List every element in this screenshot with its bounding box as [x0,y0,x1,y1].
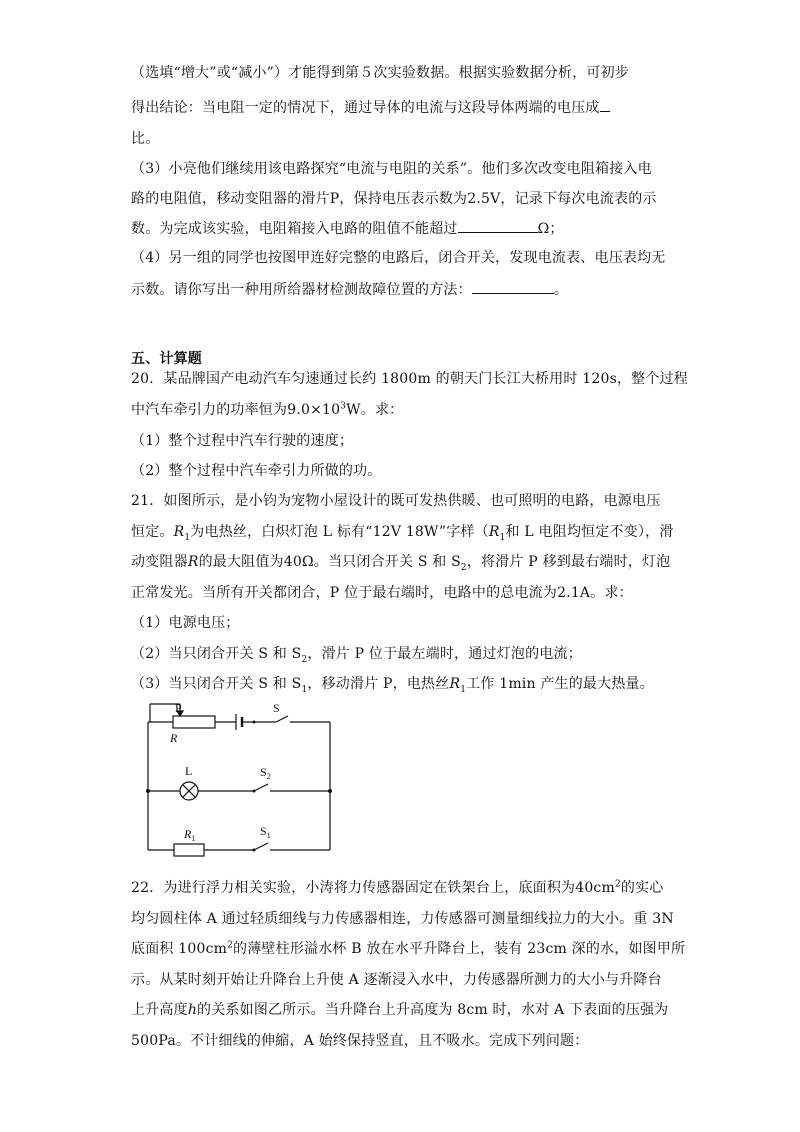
q22-line4: 示。从某时刻开始让升降台上升使 A 逐渐浸入水中，力传感器所测力的大小与升降台 [131,972,662,988]
r-symbol: R [187,554,199,570]
rheostat-symbol [173,716,215,728]
q21-line3b: 的最大阻值为40Ω。当只闭合开关 S 和 S [198,554,461,570]
q21-sub3c: 工作 1min 产生的最大热量。 [466,676,654,692]
q22-line [131,1031,691,1051]
q22-line [131,909,691,929]
q21-sub2b: ，滑片 P 位于最左端时，通过灯泡的电流； [307,646,582,662]
label-s: S [273,701,280,715]
q22-line1b: 的实心 [620,880,664,896]
q21-line2a: 恒定。 [131,524,174,540]
answer-blank[interactable] [458,218,538,233]
switch-s1-blade [254,843,268,850]
circuit-diagram [140,700,340,860]
q19-part3-line [131,159,691,179]
q20-line1: 20．某品牌国产电动汽车匀速通过长约 1800m 的朝天门长江大桥用时 120s，整个过程 [131,371,688,387]
q20-line2a: 中汽车牵引力的功率恒为9.0×10 [131,402,341,418]
q21-sub-question [131,613,691,633]
switch-s-blade [276,716,288,722]
label-r: R [170,731,178,745]
q22-line [131,970,691,990]
q20-line [131,400,691,420]
q19-part4-line [131,279,691,300]
q19-part3-line1: （3）小亮他们继续用该电路探究“电流与电阻的关系”。他们多次改变电阻箱接入电 [131,161,652,177]
q19-text-line [131,129,691,149]
cm2-exponent: 2 [227,940,234,951]
q19-part4-line1: （4）另一组的同学也按图甲连好完整的电路后，闭合开关，发现电流表、电压表均无 [131,250,666,266]
q22-line3a: 底面积 100cm [131,941,228,957]
q21-line3a: 动变阻器 [131,554,188,570]
q20-line2b: W。求： [346,402,404,418]
q22-line1a: 22．为进行浮力相关实验，小涛将力传感器固定在铁架台上，底面积为40cm [131,880,615,896]
q19-part4-line [131,248,691,268]
q20-sub1: （1）整个过程中汽车行驶的速度； [131,433,354,449]
answer-blank[interactable] [472,279,554,294]
label-s1: $S_1$ [260,824,271,840]
q21-line2c: 和 L 电阻均恒定不变），滑 [505,524,674,540]
q22-line [131,1000,691,1020]
q22-line [131,878,691,898]
q19-part3-line [131,189,691,209]
q20-line [131,369,691,389]
r1-subscript: 1 [499,532,506,543]
switch-s2-blade [254,784,268,791]
q19-line3: 比。 [131,131,160,147]
q19-line2: 得出结论：当电阻一定的情况下，通过导体的电流与这段导体两端的电压成 [131,100,600,116]
q22-line6: 500Pa。不计细线的伸縮，A 始终保持竖直，且不吸水。完成下列问题： [131,1033,589,1049]
junction-dot [146,789,150,793]
s2-subscript: 2 [460,562,467,573]
label-s2: $S_2$ [260,765,271,781]
label-r1: $R_1$ [184,827,196,843]
q21-line3c: ，将滑片 P 移到最右端时，灯泡 [466,554,671,570]
q20-sub-question [131,461,691,481]
q21-sub3a: （3）当只闭合开关 S 和 S [131,676,302,692]
q19-text-line [131,97,691,118]
section-title-text: 五、计算题 [131,351,202,367]
q21-sub-question [131,644,691,664]
q22-line [131,939,691,959]
q20-exponent: 3 [340,401,347,412]
q19-part3-line2: 路的电阻值，移动变阻器的滑片P，保持电压表示数为2.5V，记录下每次电流表的示 [131,191,657,207]
r1-symbol: R [449,676,461,692]
q19-part4-line2: 示数。请你写出一种用所给器材检测故障位置的方法： [131,282,472,298]
section-title [131,349,691,369]
q22-line5a: 上升高度 [131,1002,188,1018]
q21-sub2a: （2）当只闭合开关 S 和 S [131,646,302,662]
r1-resistor-symbol [174,844,204,856]
s1-subscript: 1 [301,684,308,695]
q20-sub-question [131,431,691,451]
q19-part3-line3: 数。为完成该实验，电阻箱接入电路的阻值不能超过 [131,221,458,237]
q21-line [131,522,691,542]
q21-line2b: 为电热丝，白炽灯泡 L 标有“12V 18W”字样（ [190,524,489,540]
ohm-unit: Ω； [537,221,564,237]
cm2-exponent: 2 [614,879,621,890]
q19-part3-line [131,218,691,239]
r1-subscript: 1 [184,532,191,543]
r1-symbol: R [173,524,185,540]
label-l: L [185,764,193,778]
q21-line [131,491,691,511]
q20-sub2: （2）整个过程中汽车牵引力所做的功。 [131,463,382,479]
r1-symbol: R [488,524,500,540]
q21-sub1: （1）电源电压； [131,615,240,631]
q19-line1: （选填“增大”或“减小”）才能得到第５次实验数据。根据实验数据分析，可初步 [131,65,630,81]
q22-line5b: 的关系如图乙所示。当升降台上升高度为 8cm 时，水对 A 下表面的压强为 [197,1002,669,1018]
q19-text-line [131,63,691,83]
period: 。 [553,282,569,298]
answer-blank[interactable] [600,97,610,112]
s2-subscript: 2 [301,654,308,665]
junction-dot [328,789,332,793]
q21-sub-question [131,674,691,694]
q21-sub3b: ，移动滑片 P，电热丝 [307,676,450,692]
q21-line [131,583,691,603]
q22-line3b: 的薄壁柱形溢水杯 B 放在水平升降台上，装有 23cm 深的水，如图甲所 [233,941,686,957]
q21-line4: 正常发光。当所有开关都闭合，P 位于最右端时，电路中的总电流为2.1A。求： [131,585,633,601]
r1-subscript: 1 [460,684,467,695]
label-p: P [175,701,182,715]
q22-line2: 均匀圆柱体 A 通过轻质细线与力传感器相连，力传感器可测量细线拉力的大小。重 3N [131,911,674,927]
q21-line1: 21．如图所示，是小钧为宠物小屋设计的既可发热供暖、也可照明的电路，电源电压 [131,493,661,509]
h-symbol: h [187,1002,198,1018]
q21-line [131,552,691,572]
